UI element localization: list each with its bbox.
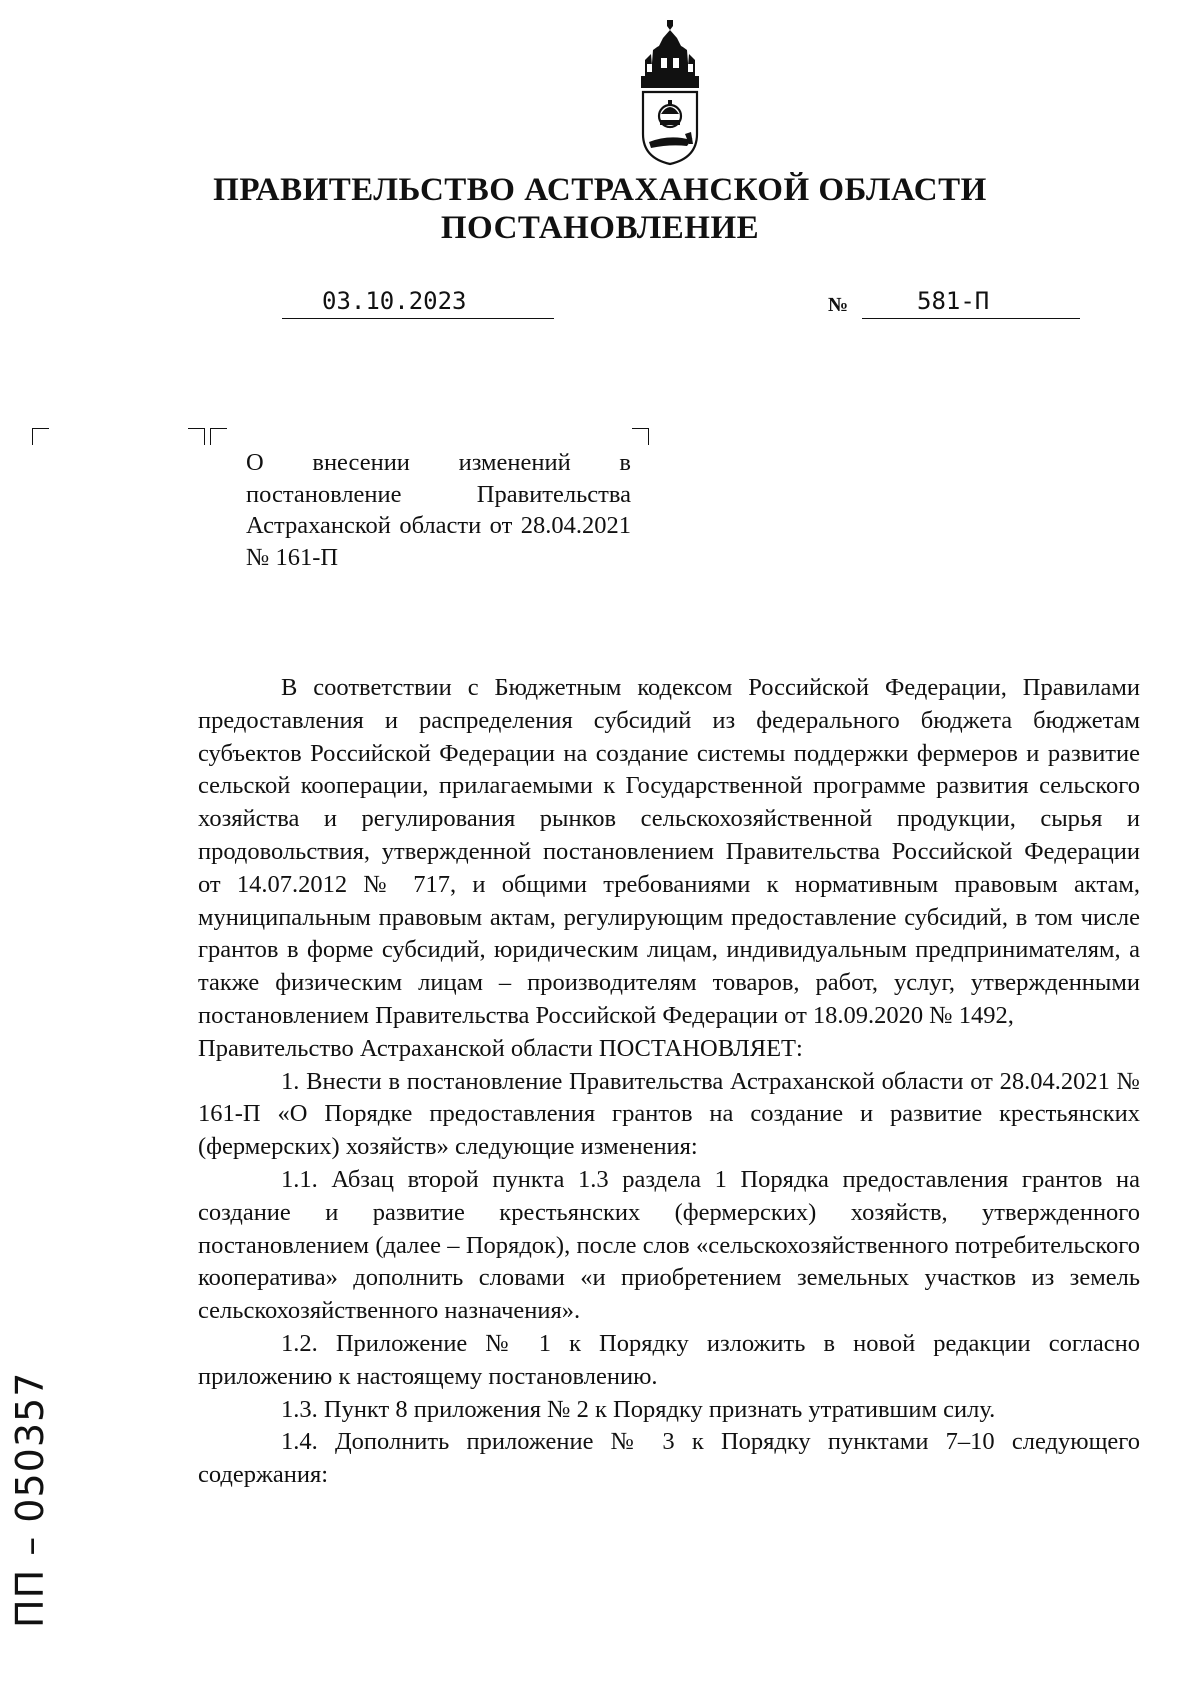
body-paragraph: 1.3. Пункт 8 приложения № 2 к Порядку признать утратившим силу.	[281, 1395, 996, 1423]
corner-bracket	[210, 428, 227, 445]
document-type: ПОСТАНОВЛЕНИЕ	[440, 210, 760, 246]
corner-bracket	[632, 428, 649, 445]
organization-title: ПРАВИТЕЛЬСТВО АСТРАХАНСКОЙ ОБЛАСТИ	[213, 172, 987, 208]
corner-bracket	[188, 428, 205, 445]
number-sign: №	[828, 294, 849, 316]
body-paragraph: 1.1. Абзац второй пункта 1.3 раздела 1 Порядка предоставления грантов на создание и развитие крестьянских (фермерских) хозяйств, утвержденного постановлением (далее – Порядок), после слов «сельскохозяйственного потребительского кооператива» дополнить словами «и приобретением земельных участков из земель сельскохозяйственного назначения».	[198, 1165, 1140, 1325]
number-underline	[862, 318, 1080, 319]
document-subject: О внесении изменений в постановление Правительства Астраханской области от 28.04.2021 № 161-П	[246, 449, 631, 571]
document-body	[198, 672, 1140, 1492]
body-paragraph: В соответствии с Бюджетным кодексом Российской Федерации, Правилами предоставления и распределения субсидий из федерального бюджета бюджетам субъектов Российской Федерации на создание системы поддержки фермеров и развитие сельской кооперации, прилагаемыми к Государственной программе развития сельского хозяйства и регулирования рынков сельскохозяйственной продукции, сырья и продовольствия, утвержденной постановлением Правительства Российской Федерации от 14.07.2012 № 717, и общими требованиями к нормативным правовым актам, муниципальным правовым актам, регулирующим предоставление субсидий, в том числе грантов в форме субсидий, юридическим лицам, индивидуальным предпринимателям, а также физическим лицам – производителям товаров, работ, услуг, утвержденными постановлением Правительства Российской Федерации от 18.09.2020 № 1492,	[198, 674, 1140, 1029]
document-date: 03.10.2023	[322, 287, 467, 315]
date-underline	[282, 318, 554, 319]
corner-bracket	[32, 428, 49, 445]
document-number: 581-П	[917, 287, 990, 315]
margin-registration-code: ПП – 050357	[8, 1371, 52, 1628]
body-paragraph: 1. Внести в постановление Правительства Астраханской области от 28.04.2021 № 161-П «О Порядке предоставления грантов на создание и развитие крестьянских (фермерских) хозяйств» следующие изменения:	[198, 1067, 1140, 1161]
body-paragraph: 1.2. Приложение № 1 к Порядку изложить в новой редакции согласно приложению к настоящему постановлению.	[198, 1329, 1140, 1390]
body-paragraph: 1.4. Дополнить приложение № 3 к Порядку пунктами 7–10 следующего содержания:	[198, 1428, 1140, 1489]
body-paragraph: Правительство Астраханской области ПОСТАНОВЛЯЕТ:	[198, 1034, 803, 1062]
coat-of-arms-icon	[633, 16, 707, 168]
